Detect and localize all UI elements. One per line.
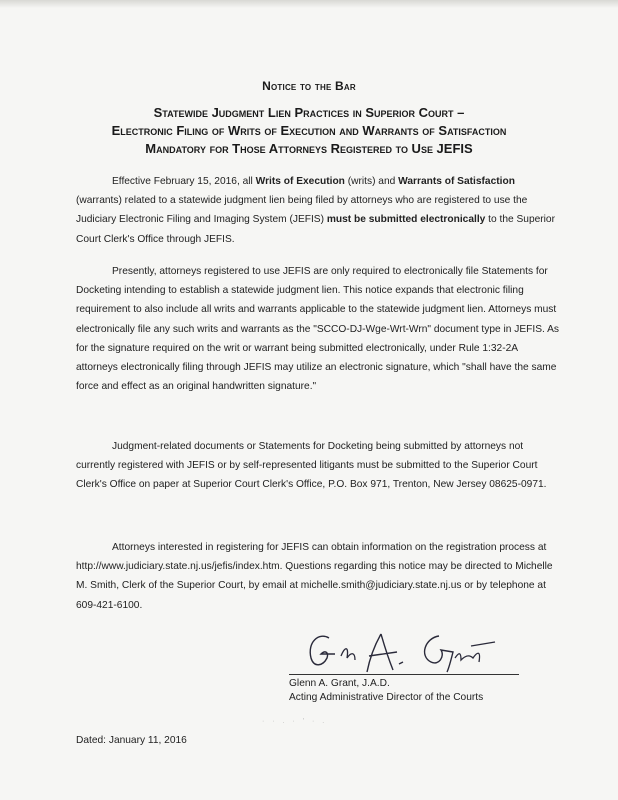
headline xyxy=(40,104,578,158)
paragraph1-text-4: to the Superior Court Clerk's Office through JEFIS. xyxy=(76,214,555,245)
paragraph-presently: Presently, attorneys registered to use JEFIS are only required to electronically file Statements for Docketing intending to establish a statewide judgment lien. This notice expands that electronic filing requirement to also include all writs and warrants applicable to the statewide judgment lien. Attorneys must electronically file any such writs and warrants as the "SCCO-DJ-Wge-Wrt-Wrn" document type in JEFIS. As for the signature required on the writ or warrant being submitted electronically, under Rule 1:32-2A attorneys electronically filing through JEFIS may utilize an electronic signature, which "shall have the same force and effect as an original handwritten signature." xyxy=(76,266,559,393)
headline-line-3: Mandatory for Those Attorneys Registered to Use JEFIS xyxy=(145,141,473,156)
paragraph1-bold-writs: Writs of Execution xyxy=(255,176,345,187)
scan-specks: · · . · ' · . xyxy=(262,718,328,725)
headline-line-1: Statewide Judgment Lien Practices in Superior Court – xyxy=(153,105,465,120)
scan-edge xyxy=(0,0,618,8)
paragraph1-text-3: (warrants) related to a statewide judgment lien being filed by attorneys who are registered to use the Judiciary Electronic Filing and Imaging System (JEFIS) xyxy=(76,195,528,226)
paragraph1-text-1: Effective February 15, 2016, all xyxy=(112,176,256,187)
handwritten-signature xyxy=(289,628,529,674)
signatory-title: Acting Administrative Director of the Courts xyxy=(289,692,484,703)
paragraph1-bold-warrants: Warrants of Satisfaction xyxy=(398,176,515,187)
signature-line xyxy=(289,674,519,675)
signatory-name: Glenn A. Grant, J.A.D. xyxy=(289,678,390,689)
dated-line: Dated: January 11, 2016 xyxy=(76,735,187,746)
paragraph-registration: Attorneys interested in registering for JEFIS can obtain information on the registration process at http://www.judiciary.state.nj.us/jefis/index.htm. Questions regarding this notice may be directed to Michelle M. Smith, Clerk of the Superior Court, by email at michelle.smith@judiciary.state.nj.us or by telephone at 609-421-6100. xyxy=(76,542,553,611)
notice-title: Notice to the Bar xyxy=(262,79,356,93)
paragraph-effective-date xyxy=(76,172,561,249)
paragraph-judgment-related: Judgment-related documents or Statements for Docketing being submitted by attorneys not currently registered with JEFIS or by self-represented litigants must be submitted to the Superior Court Clerk's Office on paper at Superior Court Clerk's Office, P.O. Box 971, Trenton, New Jersey 08625-0971. xyxy=(76,441,547,491)
headline-line-2: Electronic Filing of Writs of Execution and Warrants of Satisfaction xyxy=(111,123,507,138)
paragraph1-bold-must: must be submitted electronically xyxy=(326,214,486,226)
paragraph1-text-2: (writs) and xyxy=(344,176,399,187)
